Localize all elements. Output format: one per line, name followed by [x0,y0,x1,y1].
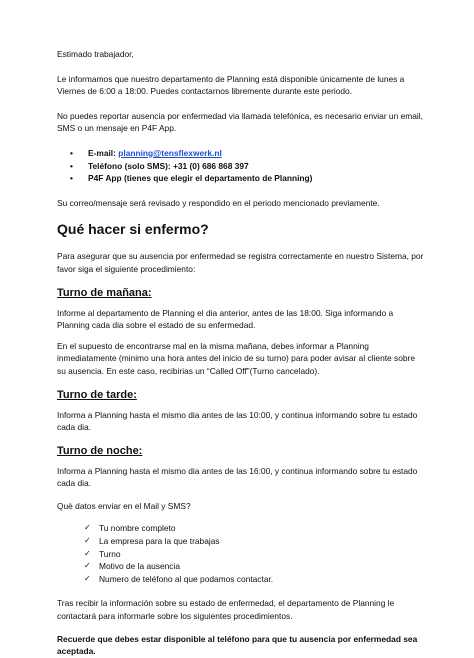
checklist-item [57,560,424,573]
contact-email-prefix: E-mail: [88,147,119,158]
checklist-item [57,535,424,548]
checkmark-icon: ✓ [84,523,91,533]
contact-list [57,147,424,185]
review-note: Su correo/mensaje será revisado y respondido en el periodo mencionado previamente. [57,197,380,208]
bullet-icon: • [70,160,73,171]
heading-morning-shift: Turno de mañana: [57,286,152,299]
intro-paragraph: Le informamos que nuestro departamento de Planning está disponible únicamente de lunes a Viernes de 6:00 a 18:00. Puedes contactarnos libremente durante este periodo. [57,73,405,97]
checklist-item-text: Tu nombre completo [99,523,176,534]
checklist-item [57,573,424,586]
checkmark-icon: ✓ [84,536,91,546]
after-report-paragraph: Tras recibir la información sobre su estado de enfermedad, el departamento de Planning le contactará para informarle sobre los siguientes procedimientos. [57,598,395,622]
contact-email [57,147,424,160]
contact-phone [57,160,424,173]
checkmark-icon: ✓ [84,548,91,558]
checklist-item [57,522,424,535]
afternoon-paragraph: Informa a Planning hasta el mismo dia antes de las 10:00, y continua informando sobre tu estado cada dia. [57,409,418,433]
data-question: Què datos enviar en el Mail y SMS? [57,500,191,511]
night-paragraph: Informa a Planning hasta el mismo dia antes de las 16:00, y continua informando sobre tu estado cada dia. [57,465,418,489]
heading-afternoon-shift: Turno de tarde: [57,388,137,401]
bullet-icon: • [70,147,73,158]
heading-night-shift: Turno de noche: [57,444,143,457]
greeting: Estimado trabajador, [57,49,134,59]
contact-phone-text: Teléfono (solo SMS): +31 (0) 686 868 397 [88,160,249,171]
checklist-item-text: La empresa para la que trabajas [99,536,220,547]
checkmark-icon: ✓ [84,573,91,583]
email-link[interactable]: planning@tensflexwerk.nl [118,147,222,158]
procedure-intro: Para asegurar que su ausencia por enfermedad se registra correctamente en nuestro Sistema, por favor siga el siguiente procedimiento: [57,251,424,274]
contact-app [57,172,424,185]
contact-app-text: P4F App (tienes que elegir el departamento de Planning) [88,173,313,184]
checklist-item [57,548,424,561]
no-phone-paragraph: No puedes reportar ausencia por enfermedad via llamada telefónica, es necesario enviar un email, SMS o un mensaje en P4F App. [57,110,423,134]
morning-paragraph-1: Informe al departamento de Planning el dia anterior, antes de las 18:00. Siga informando a Planning cada dia sobre el estado de su enfermedad. [57,307,394,331]
checklist-item-text: Motivo de la ausencia [99,561,181,572]
checkmark-icon: ✓ [84,561,91,571]
bullet-icon: • [70,173,73,184]
morning-paragraph-2: En el supuesto de encontrarse mal en la misma mañana, debes informar a Planning inmediatamente (minimo una hora antes del inicio de su turno) para poder avisar al cliente sobre su ausencia. En este caso, recibirias un “Called Off”(Turno cancelado). [57,340,415,376]
checklist-item-text: Turno [99,548,121,559]
reminder-paragraph: Recuerde que debes estar disponible al teléfono para que tu ausencia por enfermedad sea aceptada. [57,633,418,657]
heading-sick: Qué hacer si enfermo? [57,221,209,238]
checklist-item-text: Numero de teléfono al que podamos contactar. [99,573,274,584]
checklist [57,522,424,585]
